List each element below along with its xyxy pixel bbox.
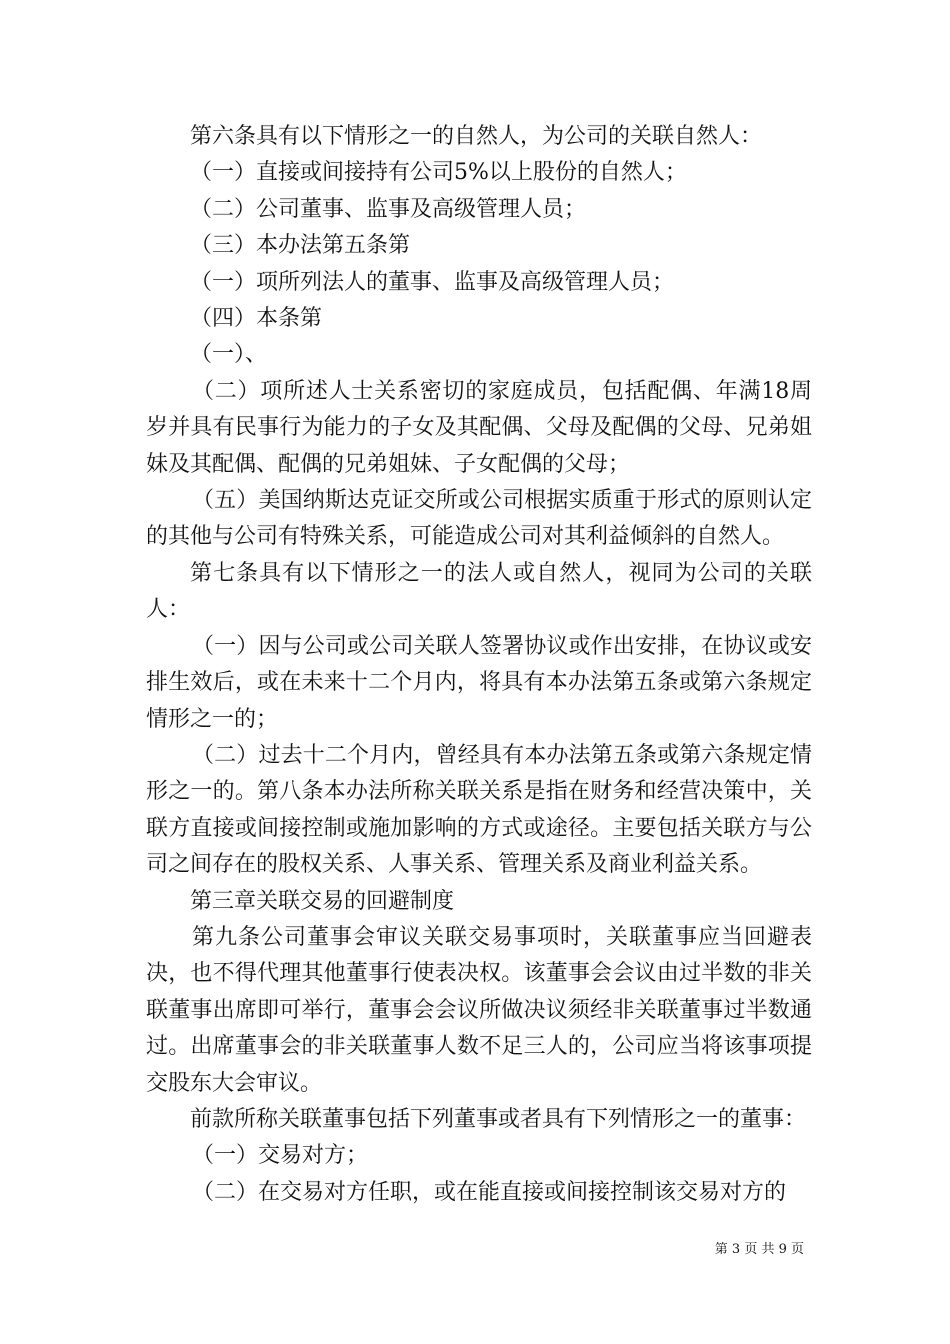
paragraph-item-3-cont: （一）项所列法人的董事、监事及高级管理人员； xyxy=(190,269,675,295)
paragraph-item-4: （四）本条第 xyxy=(190,306,323,332)
paragraph-article-7-item-2: （二）过去十二个月内，曾经具有本办法第五条或第六条规定情形之一的。第八条本办法所称关联关系是指在财务和经营决策中，关联方直接或间接控制或施加影响的方式或途径。主要包括关联方与公司之间存在的股权关系、人事关系、管理关系及商业利益关系。 xyxy=(146,742,812,878)
paragraph-article-7: 第七条具有以下情形之一的法人或自然人，视同为公司的关联人： xyxy=(146,560,812,623)
paragraph-article-6: 第六条具有以下情形之一的自然人，为公司的关联自然人： xyxy=(190,124,763,149)
paragraph-related-directors: 前款所称关联董事包括下列董事或者具有下列情形之一的董事： xyxy=(190,1106,807,1132)
chapter-heading: 第三章关联交易的回避制度 xyxy=(190,888,455,914)
paragraph-family-members: （二）项所述人士关系密切的家庭成员，包括配偶、年满18周岁并具有民事行为能力的子女及其配偶、父母及配偶的父母、兄弟姐妹及其配偶、配偶的兄弟姐妹、子女配偶的父母； xyxy=(146,378,812,477)
paragraph-article-7-item-1: （一）因与公司或公司关联人签署协议或作出安排，在协议或安排生效后，或在未来十二个月内，将具有本办法第五条或第六条规定情形之一的； xyxy=(146,633,812,732)
paragraph-article-9: 第九条公司董事会审议关联交易事项时，关联董事应当回避表决，也不得代理其他董事行使表决权。该董事会会议由过半数的非关联董事出席即可举行，董事会会议所做决议须经非关联董事过半数通过。出席董事会的非关联董事人数不足三人的，公司应当将该事项提交股东大会审议。 xyxy=(146,924,812,1096)
paragraph-director-item-2: （二）在交易对方任职，或在能直接或间接控制该交易对方的 xyxy=(192,1179,787,1205)
paragraph-item-5: （五）美国纳斯达克证交所或公司根据实质重于形式的原则认定的其他与公司有特殊关系，可能造成公司对其利益倾斜的自然人。 xyxy=(146,488,812,550)
page-number: 第 3 页 共 9 页 xyxy=(714,1242,804,1257)
paragraph-item-3: （三）本办法第五条第 xyxy=(190,233,411,259)
paragraph-item-4-cont: （一）、 xyxy=(190,342,268,368)
paragraph-item-2: （二）公司董事、监事及高级管理人员； xyxy=(190,196,587,222)
paragraph-item-1: （一）直接或间接持有公司5%以上股份的自然人； xyxy=(190,160,687,186)
paragraph-director-item-1: （一）交易对方； xyxy=(192,1143,369,1169)
document-body xyxy=(146,119,812,1211)
